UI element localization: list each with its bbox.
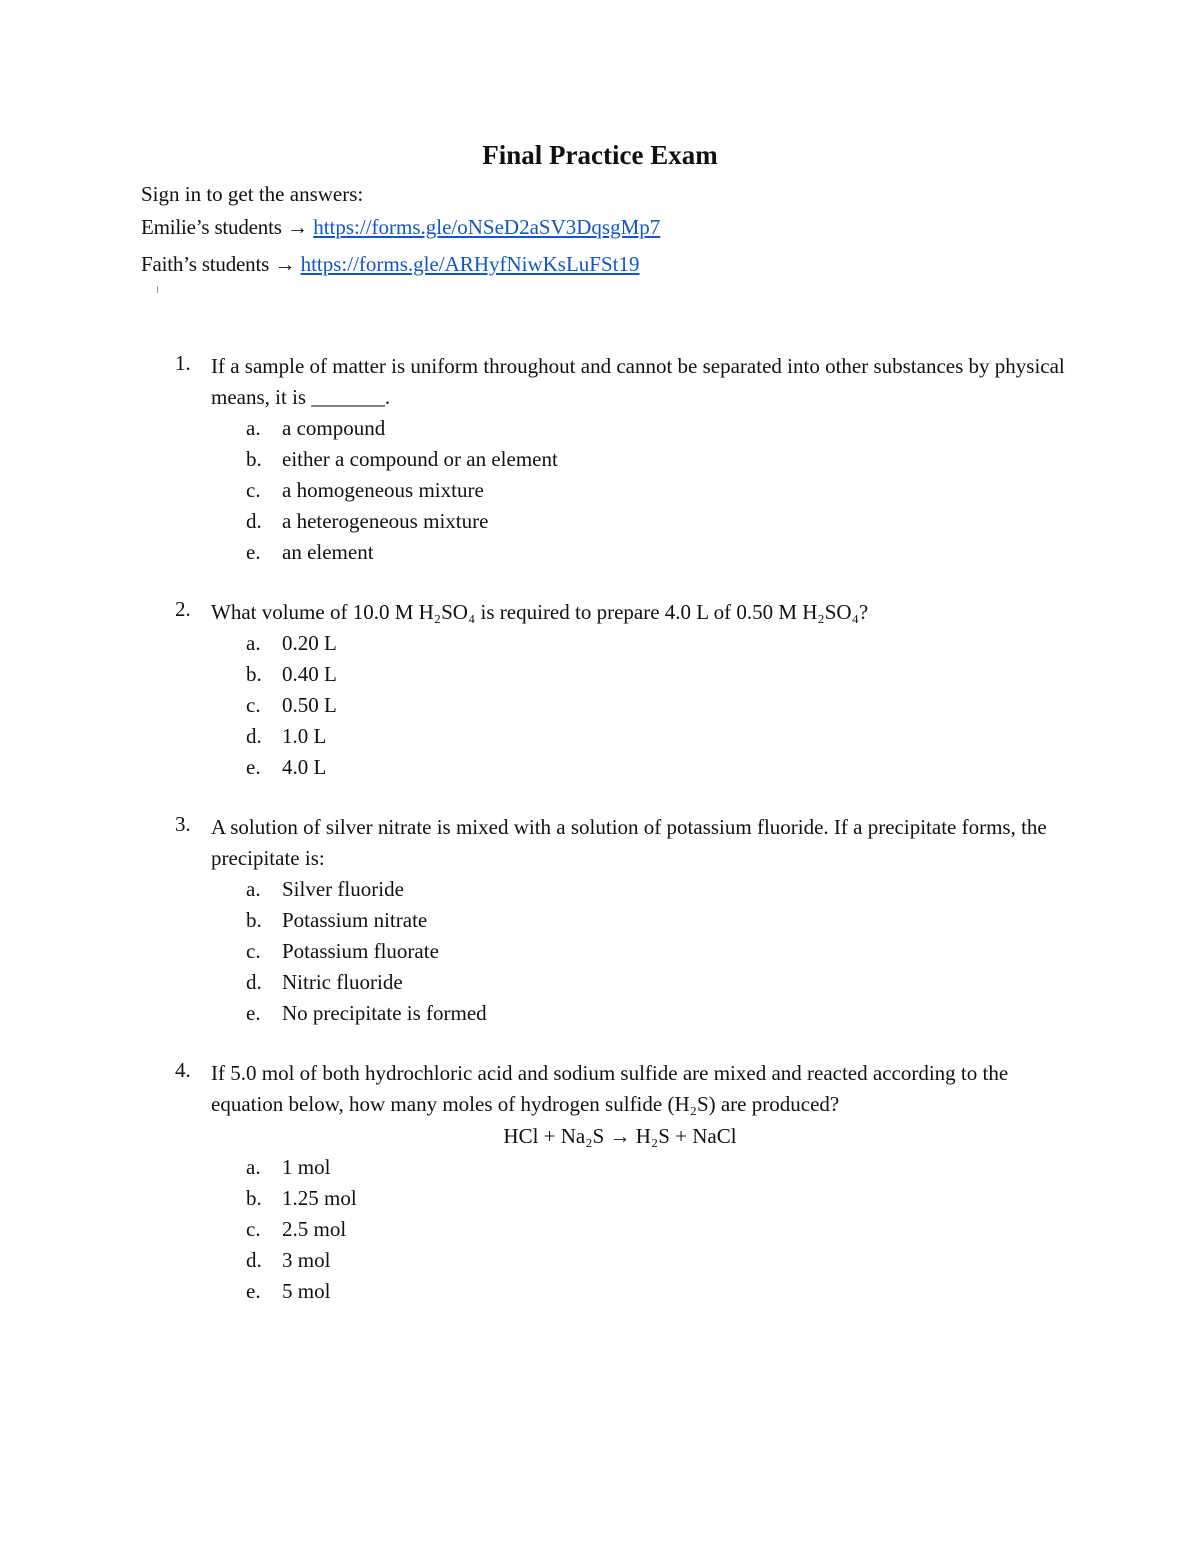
answer-option [0,752,1200,783]
question-number: 1. [175,351,191,375]
answer-option [0,1245,1200,1276]
answer-option [0,413,1200,444]
option-text: No precipitate is formed [282,1001,487,1025]
option-letter: a. [246,1155,261,1179]
option-letter: b. [246,447,262,471]
answer-option [0,967,1200,998]
faith-students-label: Faith’s students [141,252,270,276]
option-text: either a compound or an element [282,447,558,471]
answer-option [0,874,1200,905]
answer-option [0,721,1200,752]
answer-options [0,1152,1200,1307]
answer-option [0,506,1200,537]
answer-option [0,690,1200,721]
option-letter: c. [246,1217,261,1241]
option-letter: e. [246,1279,261,1303]
answer-option [0,1276,1200,1307]
emilie-link-line [141,215,660,240]
option-text: 0.20 L [282,631,337,655]
option-text: 3 mol [282,1248,331,1272]
answer-options [0,628,1200,783]
question-number: 3. [175,812,191,836]
answer-option [0,628,1200,659]
option-letter: e. [246,1001,261,1025]
option-letter: d. [246,1248,262,1272]
option-letter: c. [246,478,261,502]
option-text: Potassium nitrate [282,908,428,932]
answer-option [0,1152,1200,1183]
option-letter: e. [246,755,261,779]
option-text: 5 mol [282,1279,331,1303]
option-letter: e. [246,540,261,564]
answer-options [0,874,1200,1029]
question-text: If 5.0 mol of both hydrochloric acid and sodium sulfide are mixed and reacted according to the equation below, how many moles of hydrogen sulfide (H₂S) are produced? [211,1061,1009,1116]
answer-options [0,413,1200,568]
option-text: 2.5 mol [282,1217,347,1241]
option-text: Silver fluoride [282,877,404,901]
question-text: What volume of 10.0 M H₂SO₄ is required to prepare 4.0 L of 0.50 M H₂SO₄? [211,600,869,624]
question-3 [0,812,1200,1029]
emilie-students-label: Emilie’s students [141,215,282,239]
faith-form-link[interactable]: https://forms.gle/ARHyfNiwKsLuFSt19 [300,252,640,276]
option-text: 0.40 L [282,662,337,686]
option-letter: c. [246,939,261,963]
answer-option [0,659,1200,690]
option-letter: b. [246,1186,262,1210]
option-text: a homogeneous mixture [282,478,484,502]
option-letter: a. [246,631,261,655]
arrow-icon: → [286,215,308,239]
option-text: an element [282,540,374,564]
sign-in-instruction: Sign in to get the answers: [141,182,364,206]
emilie-form-link[interactable]: https://forms.gle/oNSeD2aSV3DqsgMp7 [313,215,661,239]
question-number: 2. [175,597,191,621]
answer-option [0,475,1200,506]
answer-option [0,444,1200,475]
option-letter: d. [246,509,262,533]
cursor-mark [157,286,158,293]
question-1 [0,351,1200,568]
question-list [0,351,1200,1336]
question-text: A solution of silver nitrate is mixed with a solution of potassium fluoride. If a precipitate forms, the precipitate is: [211,815,1047,870]
option-letter: a. [246,877,261,901]
question-2 [0,597,1200,783]
answer-option [0,936,1200,967]
option-letter: d. [246,724,262,748]
option-letter: d. [246,970,262,994]
page-title: Final Practice Exam [482,140,718,170]
question-4 [0,1058,1200,1307]
option-letter: b. [246,908,262,932]
option-letter: b. [246,662,262,686]
option-text: Nitric fluoride [282,970,403,994]
arrow-icon: → [274,252,296,276]
option-text: 1 mol [282,1155,331,1179]
option-text: a compound [282,416,386,440]
option-text: 1.25 mol [282,1186,357,1210]
option-text: Potassium fluorate [282,939,439,963]
option-text: 1.0 L [282,724,327,748]
answer-option [0,905,1200,936]
question-text: If a sample of matter is uniform throughout and cannot be separated into other substances by physical means, it is _______. [211,354,1065,409]
chemical-equation: HCl + Na₂S → H₂S + NaCl [503,1124,737,1148]
faith-link-line [141,252,640,277]
option-text: a heterogeneous mixture [282,509,489,533]
question-number: 4. [175,1058,191,1082]
option-letter: c. [246,693,261,717]
answer-option [0,537,1200,568]
answer-option [0,1183,1200,1214]
answer-option [0,998,1200,1029]
option-text: 0.50 L [282,693,337,717]
option-letter: a. [246,416,261,440]
answer-option [0,1214,1200,1245]
option-text: 4.0 L [282,755,327,779]
